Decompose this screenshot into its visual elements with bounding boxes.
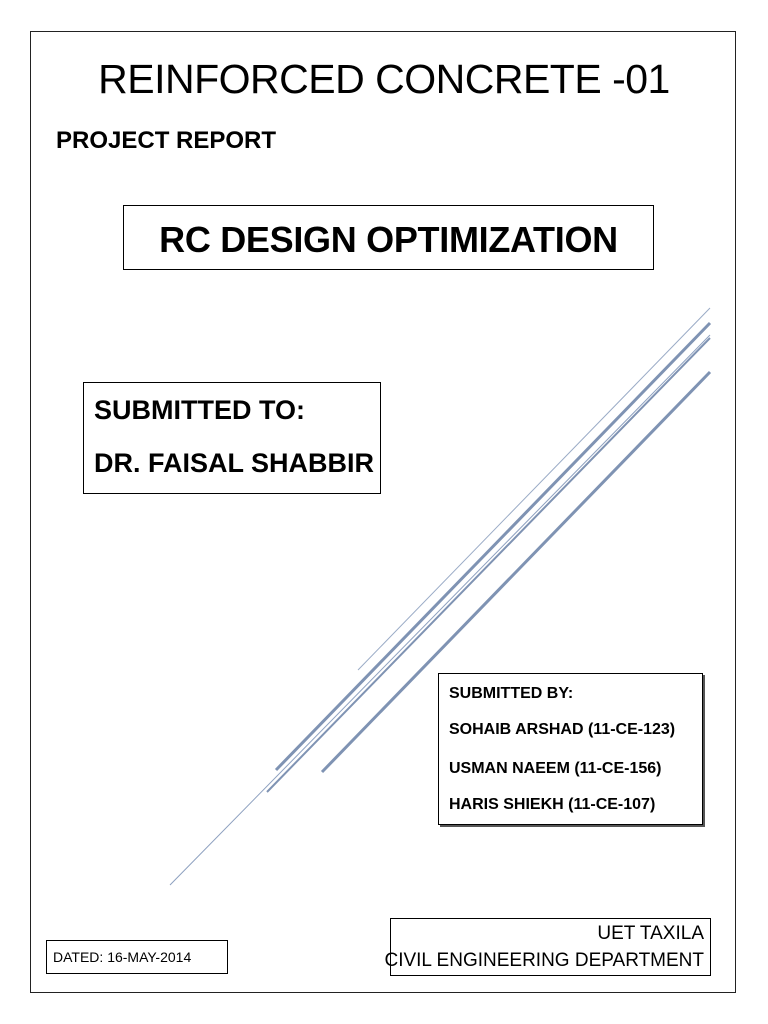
project-title-box xyxy=(123,205,654,270)
diagonal-line-4 xyxy=(358,308,710,670)
submitted-to-box xyxy=(83,382,381,494)
project-title: RC DESIGN OPTIMIZATION xyxy=(159,219,618,260)
team-member: SOHAIB ARSHAD (11-CE-123) xyxy=(449,721,676,738)
submitted-by-label: SUBMITTED BY: xyxy=(449,685,574,702)
department-name: CIVIL ENGINEERING DEPARTMENT xyxy=(384,950,704,971)
report-type-heading: PROJECT REPORT xyxy=(56,127,277,154)
institution-box xyxy=(384,918,711,976)
university-name: UET TAXILA xyxy=(597,923,704,944)
team-member: USMAN NAEEM (11-CE-156) xyxy=(449,760,662,777)
submitted-to-label: SUBMITTED TO: xyxy=(94,395,305,425)
main-title: REINFORCED CONCRETE -01 xyxy=(98,56,670,102)
submitted-by-box xyxy=(438,673,703,825)
date-box xyxy=(46,940,228,974)
team-member: HARIS SHIEKH (11-CE-107) xyxy=(449,796,656,813)
submission-date: DATED: 16-MAY-2014 xyxy=(53,949,192,965)
supervisor-name: DR. FAISAL SHABBIR xyxy=(94,448,375,478)
